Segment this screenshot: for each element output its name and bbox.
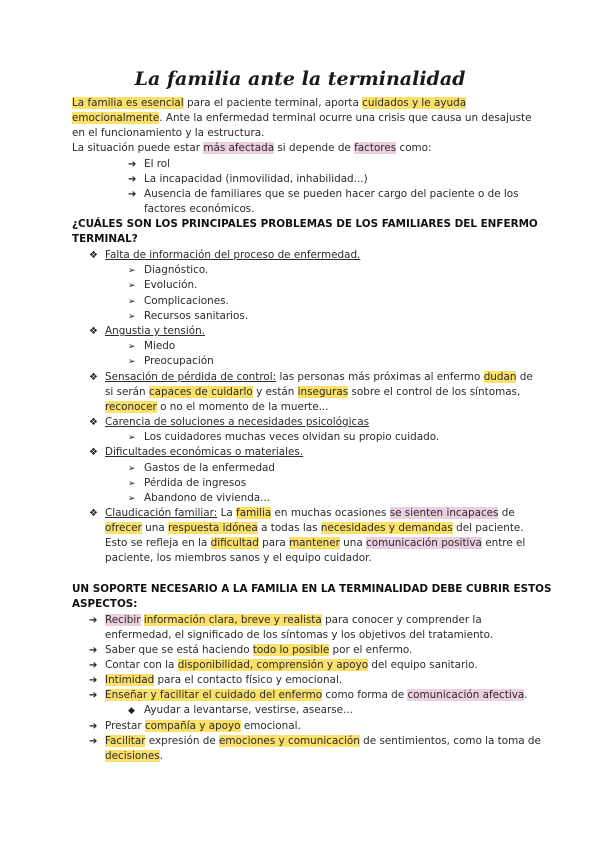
highlight: dudan (483, 371, 517, 383)
problem-item (89, 370, 533, 386)
highlight: emociones y comunicación (219, 735, 360, 747)
factor-item (128, 157, 170, 173)
text: Abandono de vivienda... (144, 492, 271, 504)
highlight: cuidados y le ayuda (362, 97, 467, 109)
page-title: La familia ante la terminalidad (134, 68, 466, 90)
text: del paciente. (452, 522, 524, 534)
diamond-icon: ❖ (89, 417, 98, 428)
diamond-icon: ❖ (89, 326, 98, 337)
problem-item (89, 324, 205, 340)
text: La incapacidad (inmovilidad, inhabilidad...) (144, 173, 368, 185)
arrow-icon: ➔ (89, 660, 98, 671)
text: Contar con la (105, 659, 178, 671)
text: por el enfermo. (329, 644, 413, 656)
section-heading: UN SOPORTE NECESARIO A LA FAMILIA EN LA TERMINALIDAD DEBE CUBRIR ESTOS (72, 583, 552, 595)
text: como forma de (322, 689, 408, 701)
highlight: reconocer (105, 401, 157, 413)
highlight: capaces de cuidarlo (148, 386, 253, 398)
chevron-icon: ➢ (128, 433, 136, 443)
problem-item (89, 506, 515, 522)
text: . (159, 750, 163, 762)
intro-line-3: en el funcionamiento y la estructura. (72, 127, 265, 139)
arrow-icon: ➔ (89, 736, 98, 747)
factor-item-cont: factores económicos. (144, 203, 255, 215)
sub-item (128, 278, 197, 295)
chevron-icon: ➢ (128, 281, 136, 291)
text: El rol (144, 158, 171, 170)
text: como: (396, 142, 432, 154)
highlight: comunicación afectiva (407, 689, 525, 701)
text: Pérdida de ingresos (144, 477, 247, 489)
text: las personas más próximas al enfermo (276, 371, 484, 383)
aspect-item (89, 643, 412, 659)
highlight: información clara, breve y realista (143, 614, 322, 626)
chevron-icon: ➢ (128, 266, 136, 276)
bullet-icon: ◆ (128, 706, 135, 716)
arrow-icon: ➔ (89, 721, 98, 732)
aspect-item (89, 673, 342, 689)
aspect-item (89, 613, 482, 629)
arrow-icon: ➔ (128, 174, 137, 185)
section-heading-cont: TERMINAL? (72, 233, 138, 245)
text: para el paciente terminal, aporta (183, 97, 363, 109)
text: Esto se refleja en la (105, 537, 211, 549)
highlight: todo lo posible (252, 644, 330, 656)
highlight: ofrecer (105, 522, 142, 534)
highlight: comunicación positiva (366, 537, 482, 549)
arrow-icon: ➔ (89, 645, 98, 656)
text: una (339, 537, 367, 549)
highlight: inseguras (297, 386, 349, 398)
highlight: necesidades y demandas (320, 522, 453, 534)
text: Gastos de la enfermedad (144, 462, 276, 474)
text: del equipo sanitario. (368, 659, 478, 671)
problem-item-cont (105, 521, 524, 537)
text: Complicaciones. (144, 295, 229, 307)
text: si serán (105, 386, 149, 398)
intro-line-4 (72, 141, 432, 157)
text: sobre el control de los síntomas, (348, 386, 521, 398)
text: para (258, 537, 290, 549)
text: y están (252, 386, 298, 398)
highlight: factores (354, 142, 397, 154)
diamond-icon: ❖ (89, 447, 98, 458)
highlight: Facilitar (105, 735, 146, 747)
text: Ayudar a levantarse, vestirse, asearse... (144, 704, 353, 716)
arrow-icon: ➔ (89, 615, 98, 626)
text: Prestar (105, 720, 145, 732)
problem-item-cont: paciente, los miembros sanos y el equipo cuidador. (105, 552, 372, 564)
highlight: Enseñar y facilitar el cuidado del enfermo (105, 689, 323, 701)
aspect-sub-item (128, 703, 353, 720)
text: Carencia de soluciones a necesidades psicológicas (105, 416, 370, 428)
problem-item-cont (105, 385, 520, 401)
diamond-icon: ❖ (89, 508, 98, 519)
text: Preocupación (144, 355, 214, 367)
highlight: decisiones (105, 750, 160, 762)
text: Sensación de pérdida de control: (105, 371, 277, 383)
aspect-item (89, 719, 301, 735)
diamond-icon: ❖ (89, 250, 98, 261)
text: Miedo (144, 340, 176, 352)
diamond-icon: ❖ (89, 372, 98, 383)
problem-item (89, 415, 369, 431)
text: Los cuidadores muchas veces olvidan su propio cuidado. (144, 431, 440, 443)
highlight: Intimidad (105, 674, 155, 686)
text: Diagnóstico. (144, 264, 209, 276)
arrow-icon: ➔ (128, 189, 137, 200)
highlight: respuesta idónea (168, 522, 258, 534)
text: para conocer y comprender la (321, 614, 482, 626)
text: o no el momento de la muerte... (156, 401, 329, 413)
chevron-icon: ➢ (128, 479, 136, 489)
text: Saber que se está haciendo (105, 644, 253, 656)
chevron-icon: ➢ (128, 342, 136, 352)
chevron-icon: ➢ (128, 494, 136, 504)
text: Dificultades económicas o materiales. (105, 446, 304, 458)
intro-line-1 (72, 96, 466, 112)
aspect-item (89, 688, 528, 704)
highlight: disponibilidad, comprensión y apoyo (177, 659, 369, 671)
text: para el contacto físico y emocional. (154, 674, 343, 686)
problem-item-cont (105, 536, 525, 552)
text: expresión de (145, 735, 220, 747)
chevron-icon: ➢ (128, 357, 136, 367)
section-heading-cont: ASPECTOS: (72, 598, 138, 610)
text: en muchas ocasiones (271, 507, 390, 519)
section-heading: ¿CUÁLES SON LOS PRINCIPALES PROBLEMAS DE LOS FAMILIARES DEL ENFERMO (72, 218, 538, 230)
problem-item (89, 248, 360, 264)
arrow-icon: ➔ (89, 690, 98, 701)
highlight: familia (236, 507, 272, 519)
text: si depende de (274, 142, 355, 154)
text: Evolución. (144, 279, 198, 291)
arrow-icon: ➔ (128, 159, 137, 170)
arrow-icon: ➔ (89, 675, 98, 686)
aspect-item-cont (105, 749, 163, 765)
highlight: dificultad (210, 537, 259, 549)
text: Recursos sanitarios. (144, 310, 249, 322)
problem-item (89, 445, 303, 461)
factor-item (128, 172, 368, 188)
text: Angustia y tensión. (105, 325, 205, 337)
aspect-item (89, 734, 541, 750)
highlight: se sienten incapaces (389, 507, 499, 519)
highlight: Recibir (105, 614, 141, 626)
chevron-icon: ➢ (128, 297, 136, 307)
highlight: compañía y apoyo (144, 720, 241, 732)
text: La (217, 507, 237, 519)
text: de sentimientos, como la toma de (359, 735, 541, 747)
aspect-item (89, 658, 478, 674)
chevron-icon: ➢ (128, 464, 136, 474)
intro-line-2 (72, 111, 532, 127)
text: . Ante la enfermedad terminal ocurre una crisis que causa un desajuste (159, 112, 532, 124)
text: entre el (481, 537, 526, 549)
text: a todas las (257, 522, 321, 534)
text: una (141, 522, 168, 534)
factor-item (128, 187, 519, 203)
text: de (516, 371, 533, 383)
text: La situación puede estar (72, 142, 204, 154)
highlight: más afectada (203, 142, 275, 154)
text: . (524, 689, 528, 701)
highlight: emocionalmente (72, 112, 160, 124)
chevron-icon: ➢ (128, 312, 136, 322)
text: emocional. (240, 720, 301, 732)
text: Falta de información del proceso de enfermedad. (105, 249, 361, 261)
text: Claudicación familiar: (105, 507, 218, 519)
aspect-item-cont: enfermedad, el significado de los síntomas y los objetivos del tratamiento. (105, 629, 494, 641)
text: Ausencia de familiares que se pueden hacer cargo del paciente o de los (144, 188, 519, 200)
problem-item-cont (105, 400, 329, 416)
text: de (498, 507, 515, 519)
sub-item (128, 354, 214, 371)
highlight: mantener (289, 537, 340, 549)
highlight: La familia es esencial (72, 97, 184, 109)
